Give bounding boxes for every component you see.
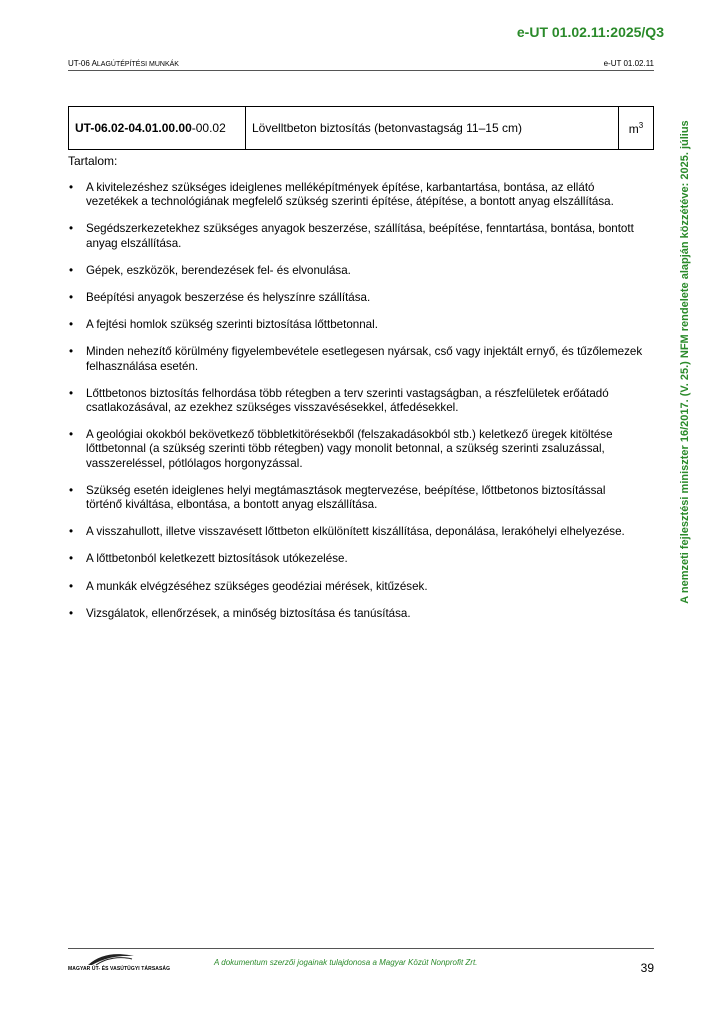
list-item: [68, 387, 644, 415]
list-item: [68, 318, 644, 332]
list-item-text: Lőttbetonos biztosítás felhordása több rétegben a terv szerinti vastagságban, a részfelületek erőátadó csatlakozásával, az ezekhez szükséges visszavésésekkel, átfedésekkel.: [86, 386, 609, 415]
list-item: [68, 525, 644, 539]
item-table: [68, 106, 654, 150]
item-unit: [619, 107, 654, 150]
bullet-icon: •: [69, 552, 74, 566]
logo-text: MAGYAR ÚT- ÉS VASÚTÜGYI TÁRSASÁG: [68, 966, 171, 972]
bullet-icon: •: [69, 222, 74, 236]
list-item-text: Gépek, eszközök, berendezések fel- és elvonulása.: [86, 263, 351, 277]
document-code: e-UT 01.02.11:2025/Q3: [516, 24, 664, 40]
list-item: [68, 580, 644, 594]
bullet-icon: •: [69, 525, 74, 539]
list-item-text: Minden nehezítő körülmény figyelembevétele esetlegesen nyársak, cső vagy injektált ernyő, és tűzőlemezek felhasználása esetén.: [86, 345, 643, 373]
list-item-text: A kivitelezéshez szükséges ideiglenes melléképítmények építése, karbantartása, bontása, az ellátó vezetékek a technológiának megfelelő szükség szerinti építése, átépítése, a bontott anyag elszállítása.: [86, 181, 614, 209]
content-title: Tartalom:: [68, 154, 118, 168]
list-item-text: Vizsgálatok, ellenőrzések, a minőség biztosítása és tanúsítása.: [86, 606, 411, 620]
list-item: [68, 484, 644, 512]
bullet-icon: •: [69, 291, 74, 305]
bullet-icon: •: [69, 428, 74, 442]
copyright-notice: A dokumentum szerzői jogainak tulajdonosa a Magyar Közút Nonprofit Zrt.: [214, 958, 478, 967]
list-item-text: A munkák elvégzéséhez szükséges geodéziai mérések, kitűzések.: [86, 579, 428, 593]
list-item: [68, 345, 644, 373]
bullet-icon: •: [69, 345, 74, 359]
item-code-main: UT-06.02-04.01.00.00: [75, 121, 192, 135]
list-item-text: A visszahullott, illetve visszavésett lőttbeton elkülönített kiszállítása, deponálása, lerakóhelyi elhelyezése.: [86, 525, 625, 539]
unit-base: m: [628, 121, 639, 136]
chapter-title-smallcaps: LAGÚTÉPÍTÉSI MUNKÁK: [96, 61, 179, 68]
item-row: [69, 107, 654, 150]
list-item: [68, 264, 644, 278]
road-swoosh-icon: [86, 952, 136, 966]
bullet-icon: •: [69, 606, 74, 620]
item-description: Lövelltbeton biztosítás (betonvastagság 11–15 cm): [246, 107, 619, 150]
list-item: [68, 607, 644, 621]
bullet-icon: •: [69, 386, 74, 400]
bullet-icon: •: [69, 318, 74, 332]
publication-note-text: A nemzeti fejlesztési miniszter 16/2017. (V. 25.) NFM rendelete alapján közzétéve: 2025. július: [679, 120, 691, 604]
unit-exponent: 3: [638, 120, 644, 130]
list-item: [68, 552, 644, 566]
list-item-text: Szükség esetén ideiglenes helyi megtámasztások megtervezése, beépítése, lőttbetonos biztosítással történő kiváltása, elbontása, a bontott anyag elszállítása.: [86, 483, 606, 512]
list-item-text: A fejtési homlok szükség szerinti biztosítása lőttbetonnal.: [86, 318, 378, 332]
bullet-icon: •: [69, 483, 74, 497]
bullet-icon: •: [69, 181, 74, 194]
running-header: [68, 58, 654, 71]
list-item: [68, 181, 644, 209]
bullet-icon: •: [69, 263, 74, 277]
society-logo: [68, 952, 171, 974]
list-item-text: Beépítési anyagok beszerzése és helyszínre szállítása.: [86, 291, 371, 305]
publication-note: [674, 92, 698, 632]
list-item: [68, 428, 644, 471]
list-item-text: Segédszerkezetekhez szükséges anyagok beszerzése, szállítása, beépítése, fenntartása, bontása, bontott anyag elszállítása.: [86, 222, 634, 250]
page-number: 39: [640, 961, 654, 975]
running-header-chapter: [68, 59, 179, 68]
list-item-text: A geológiai okokból bekövetkező többletkitörésekből (felszakadásokból stb.) keletkező üregek kitöltése lőttbetonnal (a szükség szerinti több rétegben) vagy monolit betonnal, a szükség szerinti zsaluzással, vasszereléssel, pótlólagos horgonyzással.: [86, 428, 613, 470]
list-item: [68, 291, 644, 305]
item-code-suffix: -00.02: [191, 121, 226, 135]
bullet-icon: •: [69, 579, 74, 593]
footer-divider: [68, 948, 654, 949]
list-item-text: A lőttbetonból keletkezett biztosítások utókezelése.: [86, 552, 348, 566]
item-code: [69, 107, 246, 150]
chapter-prefix: UT-06 A: [68, 59, 97, 68]
running-header-standard: e-UT 01.02.11: [603, 59, 654, 68]
content-list: [68, 181, 644, 634]
list-item: [68, 222, 644, 250]
